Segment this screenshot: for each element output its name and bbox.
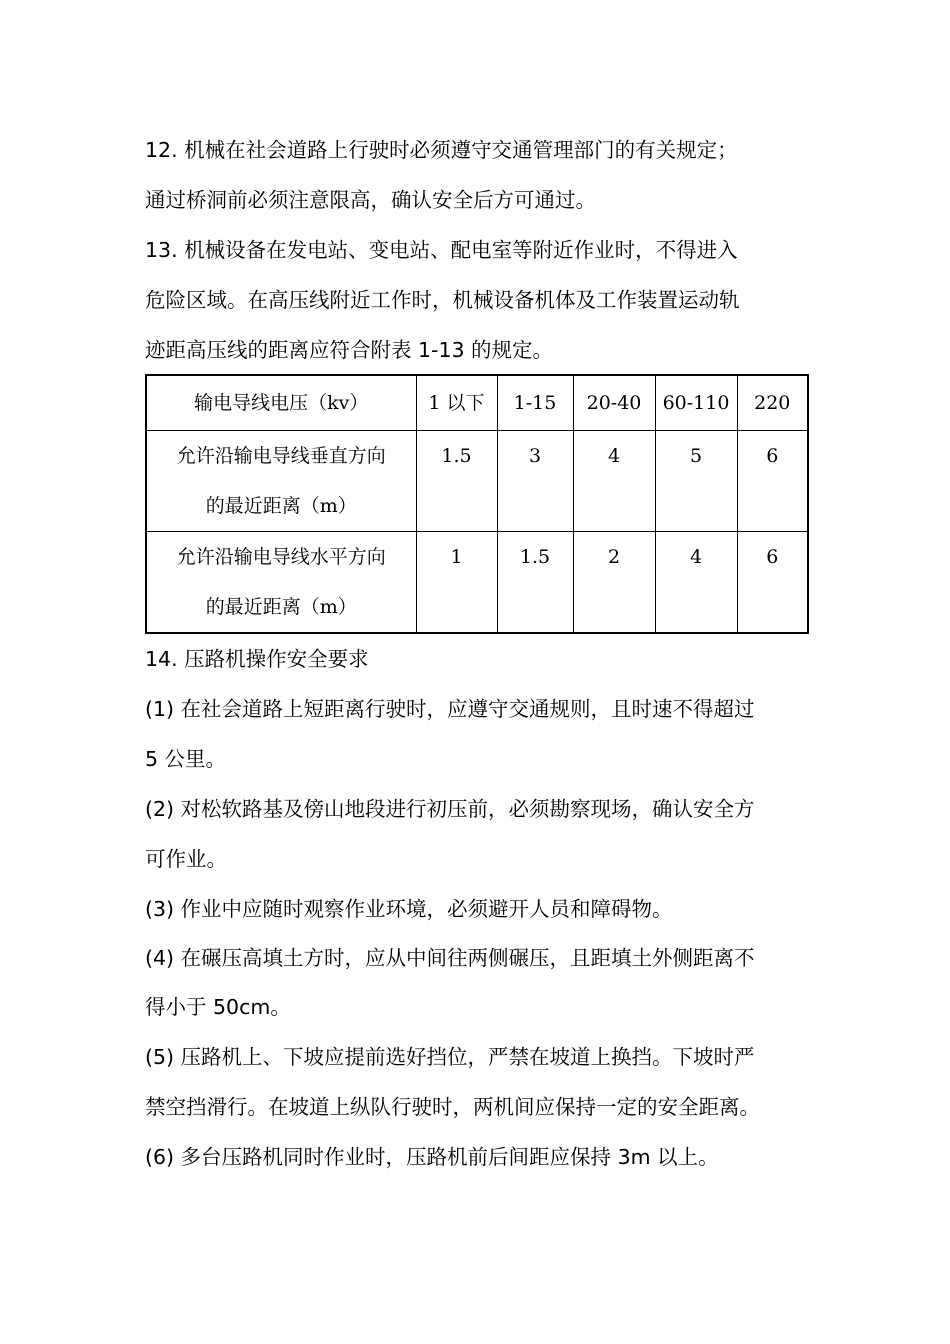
table-cell: 4 [573, 431, 655, 532]
table-cell: 3 [497, 431, 573, 532]
header-cell: 60-110 [655, 375, 737, 431]
table-cell: 1.5 [416, 431, 497, 532]
table-cell: 6 [737, 431, 808, 532]
item-2-line-1: (2) 对松软路基及傍山地段进行初压前，必须勘察现场，确认安全方 [145, 797, 755, 821]
row-label [146, 532, 416, 634]
paragraph-12-line-1: 12. 机械在社会道路上行驶时必须遵守交通管理部门的有关规定； [145, 138, 738, 162]
item-1-line-1: (1) 在社会道路上短距离行驶时，应遵守交通规则，且时速不得超过 [145, 697, 755, 721]
table-header-row [146, 375, 808, 431]
paragraph-13-line-3: 迹距高压线的距离应符合附表 1-13 的规定。 [145, 338, 554, 362]
paragraph-13-line-1: 13. 机械设备在发电站、变电站、配电室等附近作业时，不得进入 [145, 238, 738, 262]
item-4-line-2: 得小于 50cm。 [145, 995, 291, 1019]
item-4-line-1: (4) 在碾压高填土方时，应从中间往两侧碾压，且距填土外侧距离不 [145, 946, 755, 970]
row-label [146, 431, 416, 532]
section-14-heading: 14. 压路机操作安全要求 [145, 647, 369, 671]
table-cell: 1.5 [497, 532, 573, 634]
row-label-line: 允许沿输电导线垂直方向 [176, 445, 386, 467]
header-cell: 220 [737, 375, 808, 431]
item-3-line-1: (3) 作业中应随时观察作业环境，必须避开人员和障碍物。 [145, 897, 673, 921]
item-5-line-2: 禁空挡滑行。在坡道上纵队行驶时，两机间应保持一定的安全距离。 [145, 1095, 760, 1119]
item-2-line-2: 可作业。 [145, 847, 227, 871]
item-6-line-1: (6) 多台压路机同时作业时，压路机前后间距应保持 3m 以上。 [145, 1145, 719, 1169]
header-cell: 输电导线电压（kv） [146, 375, 416, 431]
table-row [146, 532, 808, 634]
header-cell: 20-40 [573, 375, 655, 431]
table-cell: 2 [573, 532, 655, 634]
header-cell: 1-15 [497, 375, 573, 431]
distance-table [145, 374, 809, 634]
table-row [146, 431, 808, 532]
table-cell: 4 [655, 532, 737, 634]
table-cell: 6 [737, 532, 808, 634]
row-label-line: 的最近距离（m） [205, 596, 357, 618]
table-cell: 5 [655, 431, 737, 532]
item-5-line-1: (5) 压路机上、下坡应提前选好挡位，严禁在坡道上换挡。下坡时严 [145, 1045, 755, 1069]
item-1-line-2: 5 公里。 [145, 747, 227, 771]
table-cell: 1 [416, 532, 497, 634]
paragraph-12-line-2: 通过桥洞前必须注意限高，确认安全后方可通过。 [145, 188, 596, 212]
paragraph-13-line-2: 危险区域。在高压线附近工作时，机械设备机体及工作装置运动轨 [145, 288, 740, 312]
row-label-line: 允许沿输电导线水平方向 [176, 546, 386, 568]
header-cell: 1 以下 [416, 375, 497, 431]
row-label-line: 的最近距离（m） [205, 495, 357, 517]
